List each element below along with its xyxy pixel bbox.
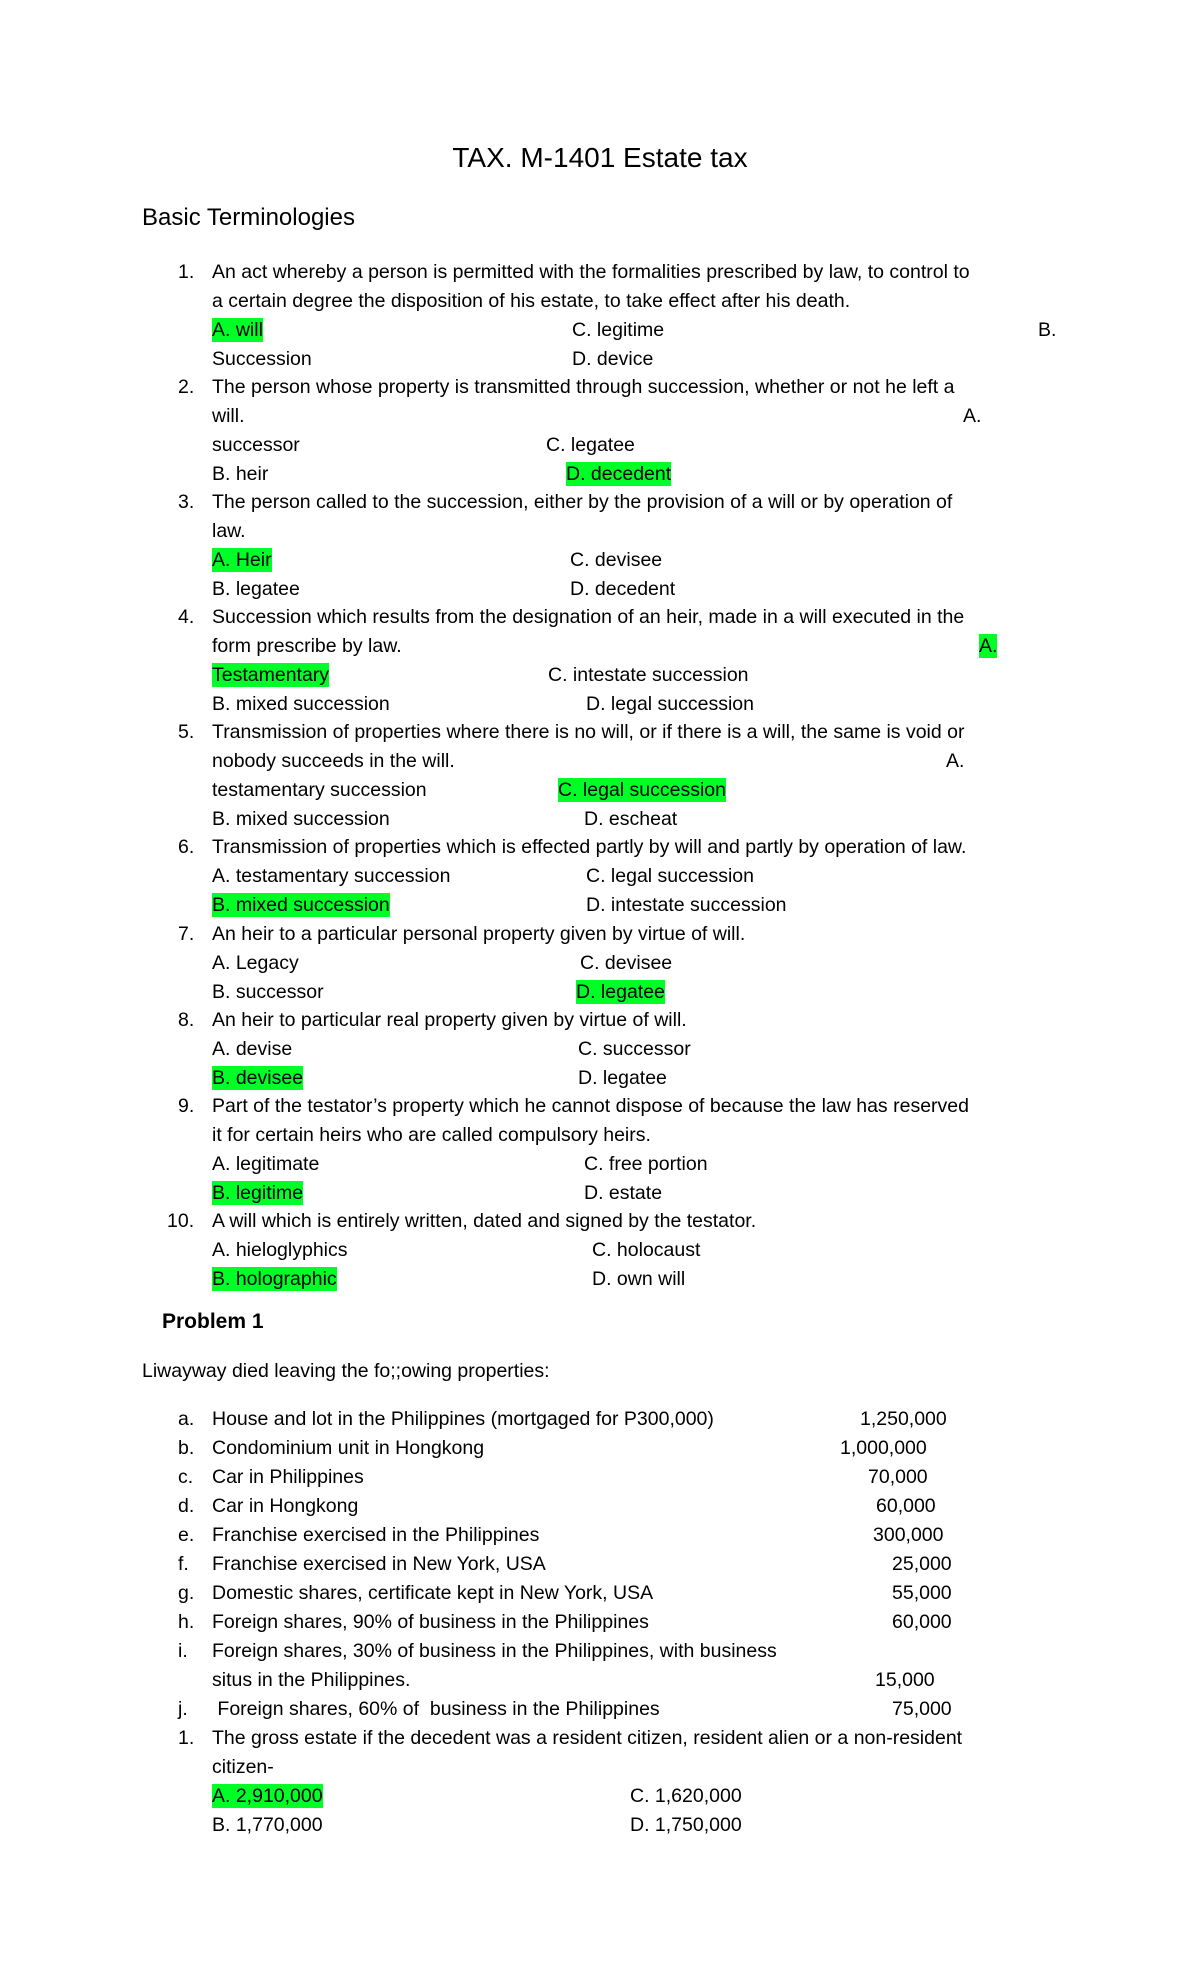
option: C. 1,620,000 bbox=[630, 1785, 742, 1807]
option: B. successor bbox=[212, 981, 324, 1003]
answer-highlight: B. mixed succession bbox=[212, 894, 390, 916]
option: C. devisee bbox=[580, 952, 673, 974]
option: D. estate bbox=[584, 1182, 663, 1204]
answer-highlight: A. 2,910,000 bbox=[212, 1785, 323, 1807]
question-number: 10. bbox=[167, 1210, 195, 1232]
answer-highlight: A. bbox=[979, 635, 998, 657]
option: B. mixed succession bbox=[212, 693, 390, 715]
option: D. legal succession bbox=[586, 693, 754, 715]
answer-highlight: B. holographic bbox=[212, 1268, 337, 1290]
question-text: An act whereby a person is permitted with the formalities prescribed by law, to control to bbox=[212, 261, 970, 283]
question-text: will. bbox=[212, 405, 245, 427]
item-value: 60,000 bbox=[892, 1611, 952, 1633]
option: D. device bbox=[572, 348, 654, 370]
question-number: 2. bbox=[178, 376, 195, 398]
problem-heading: Problem 1 bbox=[162, 1310, 264, 1333]
item-letter: f. bbox=[178, 1553, 189, 1575]
option: B. bbox=[1038, 319, 1057, 341]
option: B. mixed succession bbox=[212, 808, 390, 830]
answer-highlight: A. will bbox=[212, 319, 263, 341]
question-text: An heir to particular real property given by virtue of will. bbox=[212, 1009, 687, 1031]
option: D. legatee bbox=[578, 1067, 667, 1089]
item-value: 15,000 bbox=[875, 1669, 935, 1691]
item-value: 55,000 bbox=[892, 1582, 952, 1604]
question-text: citizen- bbox=[212, 1756, 274, 1778]
item-text: Car in Philippines bbox=[212, 1466, 364, 1488]
option: C. legal succession bbox=[586, 865, 754, 887]
option: A. legitimate bbox=[212, 1153, 320, 1175]
option: C. intestate succession bbox=[548, 664, 749, 686]
question-number: 5. bbox=[178, 721, 195, 743]
answer-highlight: C. legal succession bbox=[558, 779, 726, 801]
item-letter: j. bbox=[178, 1698, 188, 1720]
item-value: 1,000,000 bbox=[840, 1437, 927, 1459]
item-letter: h. bbox=[178, 1611, 195, 1633]
question-number: 6. bbox=[178, 836, 195, 858]
item-text: Condominium unit in Hongkong bbox=[212, 1437, 485, 1459]
option: D. own will bbox=[592, 1268, 686, 1290]
item-text: Foreign shares, 90% of business in the Philippines bbox=[212, 1611, 649, 1633]
document-title: TAX. M-1401 Estate tax bbox=[452, 142, 748, 173]
option: C. free portion bbox=[584, 1153, 708, 1175]
option: A. hieloglyphics bbox=[212, 1239, 348, 1261]
question-text: The person whose property is transmitted through succession, whether or not he left a bbox=[212, 376, 955, 398]
question-number: 8. bbox=[178, 1009, 195, 1031]
question-text: a certain degree the disposition of his estate, to take effect after his death. bbox=[212, 290, 851, 312]
answer-highlight: B. legitime bbox=[212, 1182, 304, 1204]
option: successor bbox=[212, 434, 300, 456]
question-text: An heir to a particular personal property given by virtue of will. bbox=[212, 923, 746, 945]
question-text: The person called to the succession, either by the provision of a will or by operation of bbox=[212, 491, 953, 513]
option: C. successor bbox=[578, 1038, 691, 1060]
option: C. holocaust bbox=[592, 1239, 701, 1261]
item-text: Car in Hongkong bbox=[212, 1495, 359, 1517]
question-text: form prescribe by law. bbox=[212, 635, 402, 657]
problem-intro: Liwayway died leaving the fo;;owing properties: bbox=[142, 1360, 550, 1382]
question-number: 1. bbox=[178, 261, 195, 283]
question-text: Succession which results from the designation of an heir, made in a will executed in the bbox=[212, 606, 965, 628]
answer-highlight: A. Heir bbox=[212, 549, 272, 571]
item-value: 75,000 bbox=[892, 1698, 952, 1720]
option: D. decedent bbox=[570, 578, 676, 600]
question-text: Part of the testator’s property which he cannot dispose of because the law has reserved bbox=[212, 1095, 969, 1117]
item-letter: d. bbox=[178, 1495, 195, 1517]
option: C. legitime bbox=[572, 319, 665, 341]
section-heading: Basic Terminologies bbox=[142, 204, 355, 231]
option: A. bbox=[963, 405, 982, 427]
item-value: 25,000 bbox=[892, 1553, 952, 1575]
question-text: law. bbox=[212, 520, 246, 542]
answer-highlight: Testamentary bbox=[212, 664, 330, 686]
option: A. bbox=[946, 750, 965, 772]
option: B. heir bbox=[212, 463, 269, 485]
item-letter: a. bbox=[178, 1408, 195, 1430]
item-letter: g. bbox=[178, 1582, 195, 1604]
answer-highlight: D. legatee bbox=[576, 981, 665, 1003]
item-letter: b. bbox=[178, 1437, 195, 1459]
question-text: nobody succeeds in the will. bbox=[212, 750, 455, 772]
item-text: situs in the Philippines. bbox=[212, 1669, 411, 1691]
option: B. 1,770,000 bbox=[212, 1814, 323, 1836]
question-text: Transmission of properties where there is no will, or if there is a will, the same is void or bbox=[212, 721, 965, 743]
item-text: House and lot in the Philippines (mortgaged for P300,000) bbox=[212, 1408, 714, 1430]
question-number: 9. bbox=[178, 1095, 195, 1117]
option: A. devise bbox=[212, 1038, 293, 1060]
option: D. intestate succession bbox=[586, 894, 787, 916]
item-text: Franchise exercised in the Philippines bbox=[212, 1524, 540, 1546]
item-text: Domestic shares, certificate kept in New York, USA bbox=[212, 1582, 654, 1604]
item-value: 70,000 bbox=[868, 1466, 928, 1488]
item-value: 300,000 bbox=[873, 1524, 944, 1546]
item-text: Foreign shares, 60% of business in the Philippines bbox=[212, 1698, 660, 1720]
option: testamentary succession bbox=[212, 779, 427, 801]
question-text: Transmission of properties which is effected partly by will and partly by operation of law. bbox=[212, 836, 967, 858]
question-number: 1. bbox=[178, 1727, 195, 1749]
item-value: 60,000 bbox=[876, 1495, 936, 1517]
option: D. 1,750,000 bbox=[630, 1814, 742, 1836]
option: C. devisee bbox=[570, 549, 663, 571]
item-value: 1,250,000 bbox=[860, 1408, 947, 1430]
option: D. escheat bbox=[584, 808, 678, 830]
item-letter: c. bbox=[178, 1466, 194, 1488]
question-number: 4. bbox=[178, 606, 195, 628]
question-text: The gross estate if the decedent was a resident citizen, resident alien or a non-resident bbox=[212, 1727, 963, 1749]
option: A. testamentary succession bbox=[212, 865, 451, 887]
question-text: it for certain heirs who are called compulsory heirs. bbox=[212, 1124, 651, 1146]
item-text: Franchise exercised in New York, USA bbox=[212, 1553, 546, 1575]
option: A. Legacy bbox=[212, 952, 299, 974]
item-letter: i. bbox=[178, 1640, 188, 1662]
question-number: 3. bbox=[178, 491, 195, 513]
answer-highlight: D. decedent bbox=[566, 463, 672, 485]
option: B. legatee bbox=[212, 578, 300, 600]
question-text: A will which is entirely written, dated and signed by the testator. bbox=[212, 1210, 757, 1232]
item-letter: e. bbox=[178, 1524, 195, 1546]
question-number: 7. bbox=[178, 923, 195, 945]
item-text: Foreign shares, 30% of business in the Philippines, with business bbox=[212, 1640, 777, 1662]
option: C. legatee bbox=[546, 434, 635, 456]
option: Succession bbox=[212, 348, 312, 370]
answer-highlight: B. devisee bbox=[212, 1067, 304, 1089]
